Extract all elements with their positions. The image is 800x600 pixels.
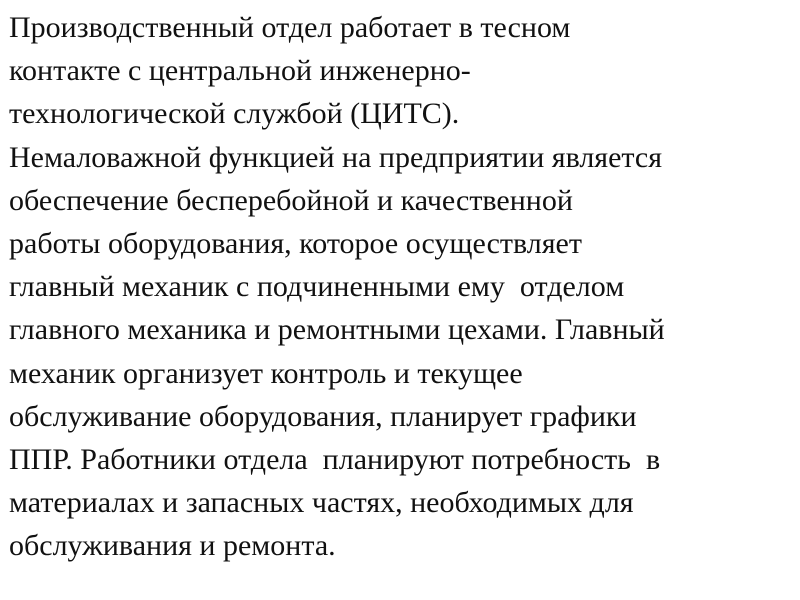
text-line-11: ППР. Работники отдела планируют потребность в (9, 443, 661, 477)
text-line-10: обслуживание оборудования, планирует графики (9, 399, 637, 433)
text-line-5: обеспечение бесперебойной и качественной (9, 183, 573, 217)
body-text (9, 6, 799, 568)
text-line-12: материалах и запасных частях, необходимых для (9, 486, 634, 520)
text-line-4: Немаловажной функцией на предприятии является (9, 140, 663, 174)
text-line-2: контакте с центральной инженерно- (9, 54, 471, 88)
text-line-8: главного механика и ремонтными цехами. Главный (9, 313, 665, 347)
text-line-9: механик организует контроль и текущее (9, 356, 523, 390)
text-line-1: Производственный отдел работает в тесном (9, 11, 571, 44)
text-line-13: обслуживания и ремонта. (9, 529, 336, 563)
text-line-6: работы оборудования, которое осуществляет (9, 227, 582, 261)
text-line-3: технологической службой (ЦИТС). (9, 97, 460, 131)
text-line-7: главный механик с подчиненными ему отделом (9, 270, 625, 304)
